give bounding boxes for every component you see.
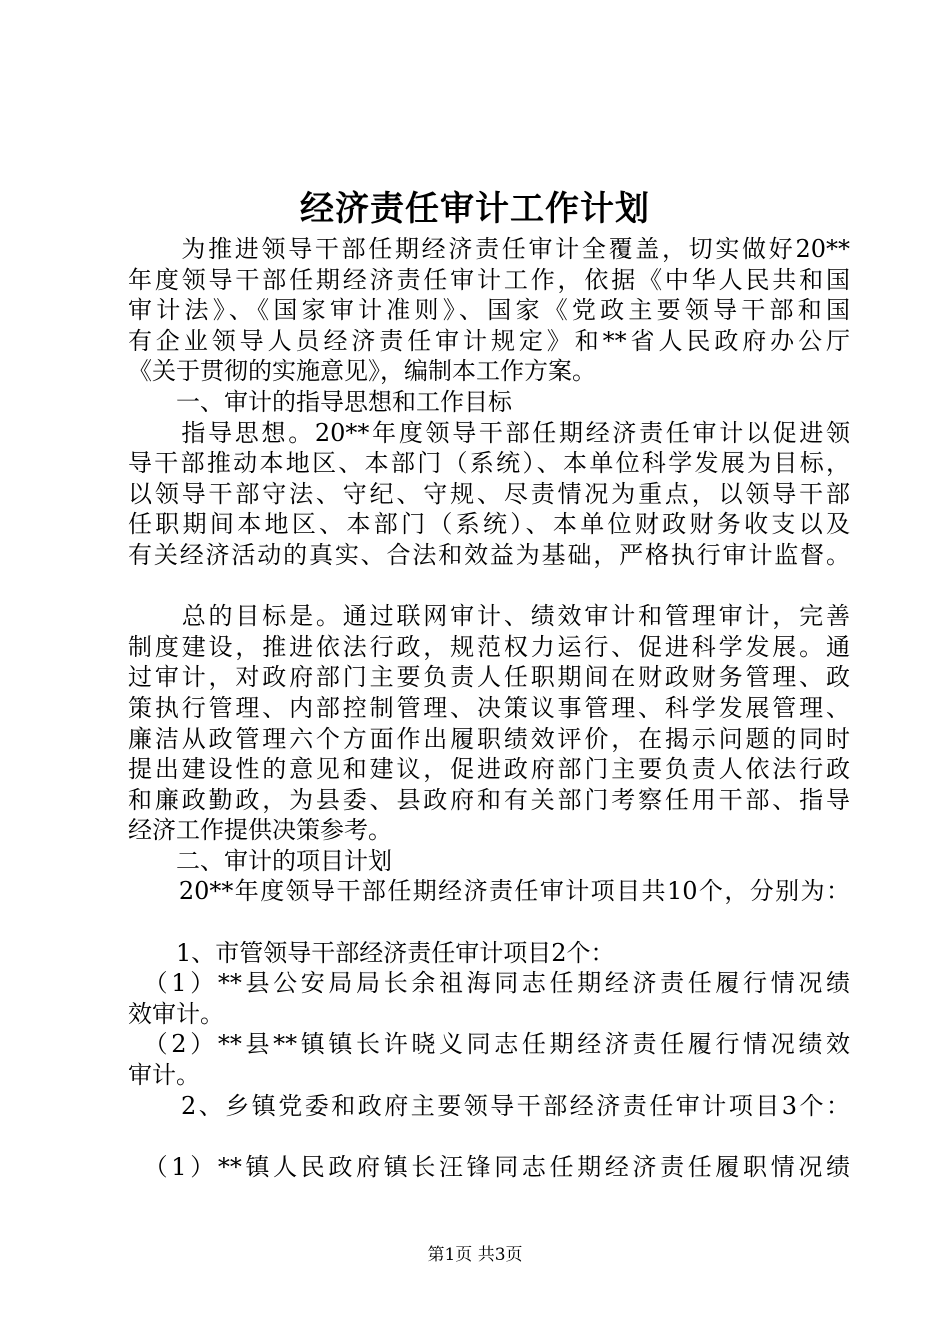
blank-line <box>128 571 850 602</box>
text-line: 有企业领导人员经济责任审计规定》和**省人民政府办公厅 <box>128 326 850 355</box>
text-line: 为推进领导干部任期经济责任审计全覆盖，切实做好20** <box>128 235 850 263</box>
blank-line <box>128 1121 850 1152</box>
text-line: 制度建设，推进依法行政，规范权力运行、促进科学发展。通 <box>128 632 850 661</box>
text-line: 《关于贯彻的实施意见》，编制本工作方案。 <box>128 357 596 386</box>
text-line: 总的目标是。通过联网审计、绩效审计和管理审计，完善 <box>128 602 850 631</box>
text-line: 20**年度领导干部任期经济责任审计项目共10个，分别为： <box>128 877 850 906</box>
text-line: 过审计，对政府部门主要负责人任职期间在财政财务管理、政 <box>128 663 850 692</box>
document-title: 经济责任审计工作计划 <box>300 189 650 229</box>
text-line: 廉洁从政管理六个方面作出履职绩效评价，在揭示问题的同时 <box>128 724 850 753</box>
text-line: 策执行管理、内部控制管理、决策议事管理、科学发展管理、 <box>128 693 850 722</box>
text-line: 年度领导干部任期经济责任审计工作，依据《中华人民共和国 <box>128 265 850 294</box>
page-footer: 第1页 共3页 <box>427 1245 523 1265</box>
text-line: 有关经济活动的真实、合法和效益为基础，严格执行审计监督。 <box>128 540 850 569</box>
list-heading: 1、市管领导干部经济责任审计项目2个： <box>128 938 615 967</box>
text-line: 任职期间本地区、本部门（系统）、本单位财政财务收支以及 <box>128 510 850 539</box>
section-heading: 一、审计的指导思想和工作目标 <box>128 387 512 416</box>
text-line: 和廉政勤政，为县委、县政府和有关部门考察任用干部、指导 <box>128 785 850 814</box>
document-body <box>128 234 850 1182</box>
list-item-continuation: 审计。 <box>128 1061 200 1090</box>
text-line: 导干部推动本地区、本部门（系统）、本单位科学发展为目标， <box>128 449 850 478</box>
blank-line <box>128 907 850 938</box>
list-item: （1）**县公安局局长余祖海同志任期经济责任履行情况绩 <box>128 969 850 998</box>
list-item-continuation: 效审计。 <box>128 999 224 1028</box>
list-item: （2）**县**镇镇长许晓义同志任期经济责任履行情况绩效 <box>128 1030 850 1059</box>
text-line: 指导思想。20**年度领导干部任期经济责任审计以促进领 <box>128 418 850 447</box>
section-heading: 二、审计的项目计划 <box>128 846 392 875</box>
list-item: （1）**镇人民政府镇长汪锋同志任期经济责任履职情况绩 <box>128 1152 850 1181</box>
text-line: 经济工作提供决策参考。 <box>128 816 392 845</box>
text-line: 审计法》、《国家审计准则》、国家《党政主要领导干部和国 <box>128 296 850 325</box>
list-heading: 2、乡镇党委和政府主要领导干部经济责任审计项目3个： <box>128 1091 850 1120</box>
text-line: 以领导干部守法、守纪、守规、尽责情况为重点，以领导干部 <box>128 479 850 508</box>
text-line: 提出建设性的意见和建议，促进政府部门主要负责人依法行政 <box>128 755 850 784</box>
